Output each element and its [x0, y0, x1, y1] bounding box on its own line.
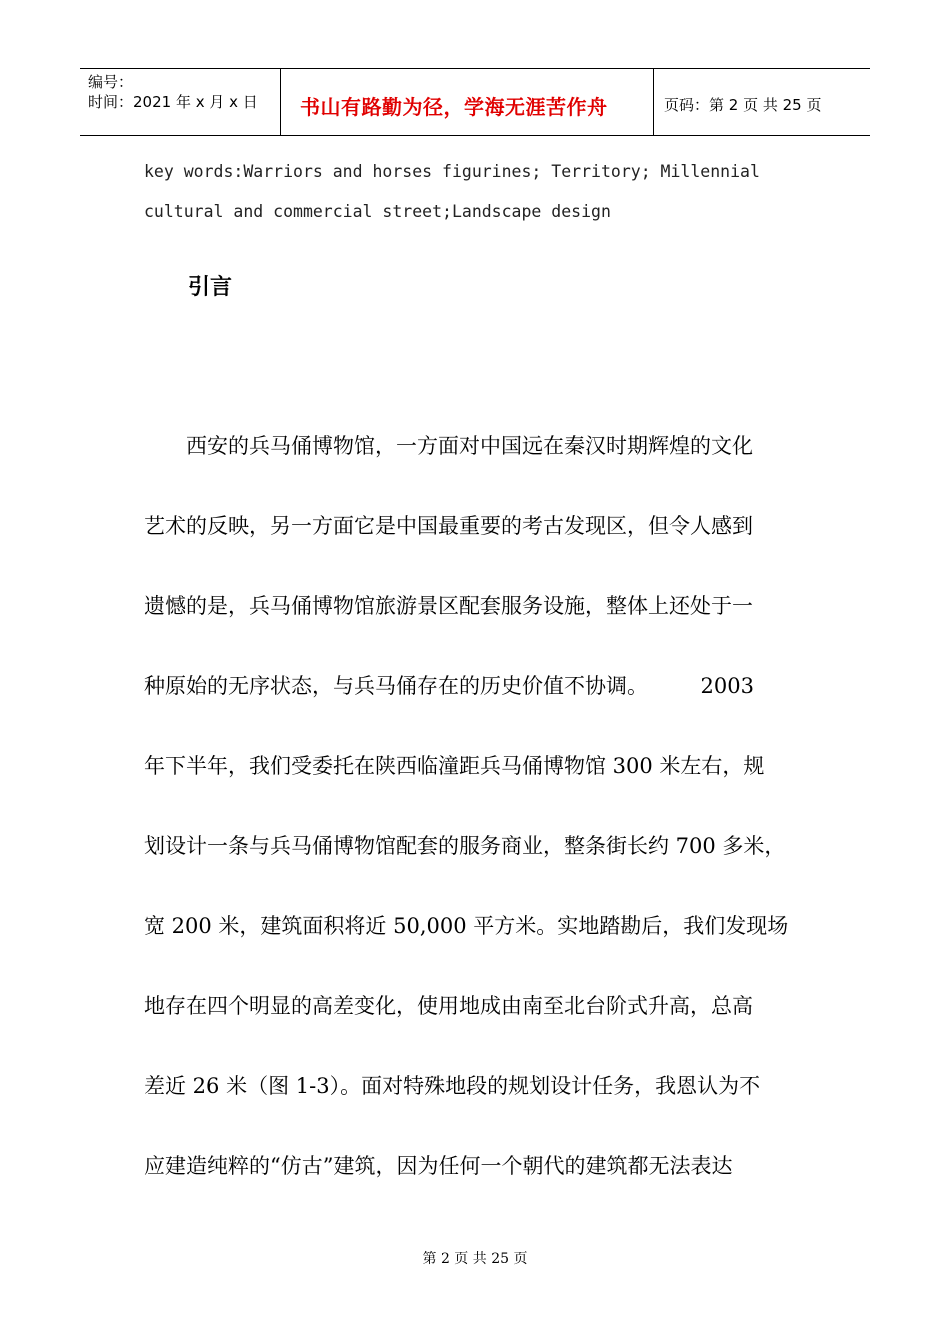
body-line: 宽 200 米，建筑面积将近 50,000 平方米。实地踏勘后，我们发现场	[144, 914, 789, 938]
body-line: 年下半年，我们受委托在陕西临潼距兵马俑博物馆 300 米左右，规	[144, 754, 765, 778]
keywords-line-2: cultural and commercial street;Landscape design	[144, 202, 611, 221]
section-heading: 引言	[188, 275, 233, 300]
body-line: 划设计一条与兵马俑博物馆配套的服务商业，整条街长约 700 多米，	[144, 834, 786, 858]
body-line: 遗憾的是，兵马俑博物馆旅游景区配套服务设施，整体上还处于一	[144, 594, 753, 618]
body-line: 地存在四个明显的高差变化，使用地成由南至北台阶式升高，总高	[144, 994, 753, 1018]
keywords-line-1: key words:Warriors and horses figurines; Territory; Millennial	[144, 162, 760, 181]
page-footer: 第 2 页 共 25 页	[422, 1251, 528, 1267]
header-meta-cell	[80, 69, 281, 135]
body-line: 差近 26 米（图 1-3）。面对特殊地段的规划设计任务，我恩认为不	[144, 1074, 761, 1098]
header-page-number: 页码：第 2 页 共 25 页	[664, 96, 822, 114]
document-time-label: 时间：2021 年 x 月 x 日	[88, 93, 258, 111]
document-number-label: 编号：	[88, 73, 134, 91]
page-header	[80, 68, 870, 136]
body-line: 种原始的无序状态，与兵马俑存在的历史价值不协调。 2003	[144, 674, 754, 698]
header-page-cell	[654, 69, 870, 135]
header-motto: 书山有路勤为径，学海无涯苦作舟	[300, 95, 608, 119]
header-motto-cell	[280, 69, 654, 135]
body-line: 西安的兵马俑博物馆，一方面对中国远在秦汉时期辉煌的文化	[144, 434, 753, 458]
body-line: 应建造纯粹的“仿古”建筑，因为任何一个朝代的建筑都无法表达	[144, 1154, 733, 1178]
body-line: 艺术的反映，另一方面它是中国最重要的考古发现区，但令人感到	[144, 514, 753, 538]
